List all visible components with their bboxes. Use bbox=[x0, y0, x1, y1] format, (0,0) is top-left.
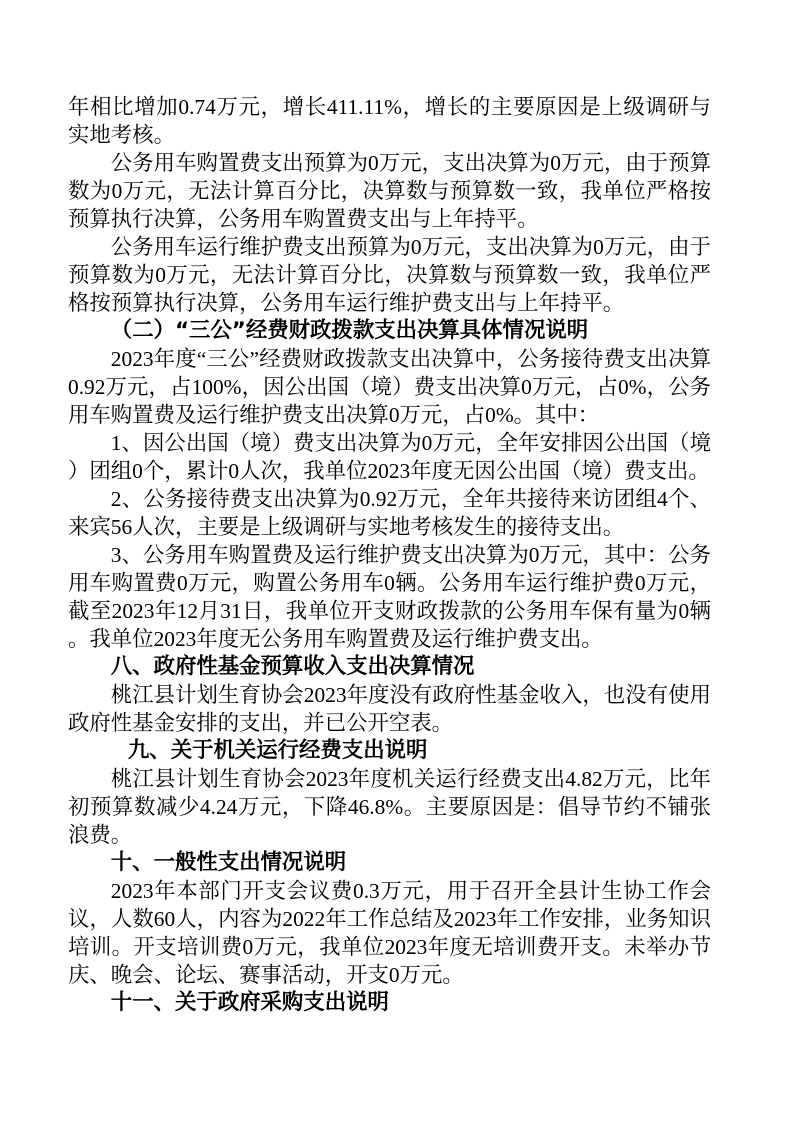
section-heading-8-government-funds: 八、政府性基金预算收入支出决算情况 bbox=[110, 654, 475, 679]
section-heading-11-government-procurement: 十一、关于政府采购支出说明 bbox=[110, 990, 389, 1015]
section-heading-9-operating-expenses: 九、关于机关运行经费支出说明 bbox=[127, 738, 428, 763]
section-heading-three-public-detail: （二）“三公”经费财政拨款支出决算具体情况说明 bbox=[110, 318, 589, 343]
paragraph-three-public-summary: 2023年度“三公”经费财政拨款支出决算中，公务接待费支出决算0.92万元，占100%，因公出国（境）费支出决算0万元，占0%，公务用车购置费及运行维护费支出决算0万元，占0%。其中： bbox=[68, 347, 711, 427]
document-body bbox=[68, 93, 711, 1017]
paragraph-operating-expenses: 桃江县计划生育协会2023年度机关运行经费支出4.82万元，比年初预算数减少4.24万元，下降46.8%。主要原因是：倡导节约不铺张浪费。 bbox=[68, 767, 711, 847]
paragraph-vehicle-maintenance: 公务用车运行维护费支出预算为0万元，支出决算为0万元，由于预算数为0万元，无法计算百分比，决算数与预算数一致，我单位严格按预算执行决算，公务用车运行维护费支出与上年持平。 bbox=[68, 235, 711, 315]
paragraph-government-funds: 桃江县计划生育协会2023年度没有政府性基金收入，也没有使用政府性基金安排的支出，并已公开空表。 bbox=[68, 683, 711, 735]
section-heading-10-general-expenditure: 十、一般性支出情况说明 bbox=[110, 850, 347, 875]
paragraph-item-1-overseas-travel: 1、因公出国（境）费支出决算为0万元，全年安排因公出国（境）团组0个，累计0人次，我单位2023年度无因公出国（境）费支出。 bbox=[68, 431, 711, 483]
paragraph-general-expenditure: 2023年本部门开支会议费0.3万元，用于召开全县计生协工作会议，人数60人，内容为2022年工作总结及2023年工作安排，业务知识培训。开支培训费0万元，我单位2023年度无培训费开支。未举办节庆、晚会、论坛、赛事活动，开支0万元。 bbox=[68, 879, 711, 987]
paragraph-item-2-official-reception: 2、公务接待费支出决算为0.92万元，全年共接待来访团组4个、来宾56人次，主要是上级调研与实地考核发生的接待支出。 bbox=[68, 487, 711, 539]
paragraph-vehicle-purchase: 公务用车购置费支出预算为0万元，支出决算为0万元，由于预算数为0万元，无法计算百分比，决算数与预算数一致，我单位严格按预算执行决算，公务用车购置费支出与上年持平。 bbox=[68, 151, 711, 231]
paragraph-continuation: 年相比增加0.74万元，增长411.11%，增长的主要原因是上级调研与实地考核。 bbox=[68, 95, 711, 147]
paragraph-item-3-vehicle-costs: 3、公务用车购置费及运行维护费支出决算为0万元，其中：公务用车购置费0万元，购置公务用车0辆。公务用车运行维护费0万元，截至2023年12月31日，我单位开支财政拨款的公务用车保有量为0辆。我单位2023年度无公务用车购置费及运行维护费支出。 bbox=[68, 543, 711, 651]
